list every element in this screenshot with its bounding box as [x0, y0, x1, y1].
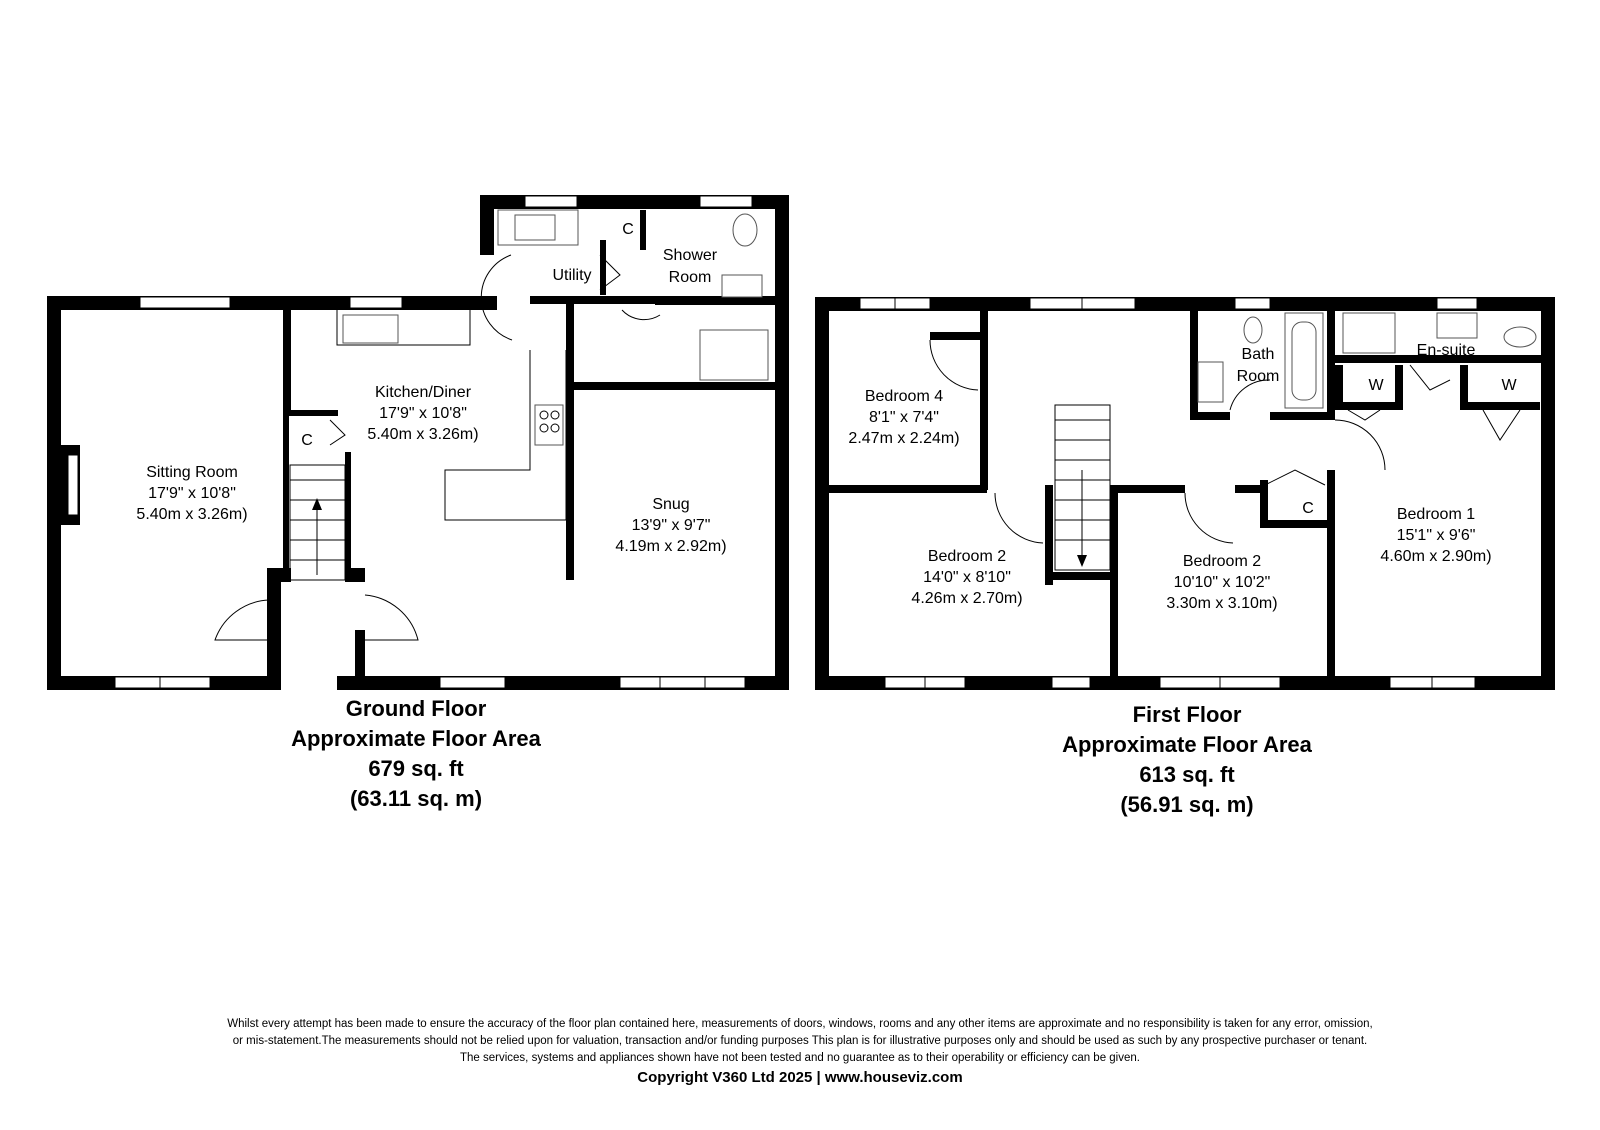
utility-sink-icon [515, 215, 555, 240]
sitting-room-imperial: 17'9" x 10'8" [148, 485, 236, 502]
sink-icon [343, 315, 398, 343]
wardrobe-label: W [1368, 377, 1384, 394]
bedroom-1-name: Bedroom 1 [1396, 506, 1476, 523]
sitting-room-name: Sitting Room [146, 464, 238, 481]
window [620, 677, 745, 688]
bedroom-2-name: Bedroom 2 [1182, 553, 1262, 570]
ground-floor-area-sqft: 679 sq. ft [368, 756, 464, 781]
first-floor-area-heading: Approximate Floor Area [1062, 732, 1312, 757]
bedroom-1-metric: 4.60m x 2.90m) [1380, 548, 1492, 565]
first-floor-area-sqft: 613 sq. ft [1139, 762, 1235, 787]
bedroom-2-metric: 4.26m x 2.70m) [911, 590, 1023, 607]
wardrobe-label: W [1501, 377, 1517, 394]
window [1235, 298, 1270, 309]
bath-room-name-line2: Room [1236, 368, 1280, 385]
shower-room-name-line1: Shower [662, 247, 718, 264]
snug-imperial: 13'9" x 9'7" [631, 517, 711, 534]
toilet-icon [733, 214, 757, 246]
kitchen-diner-imperial: 17'9" x 10'8" [379, 405, 467, 422]
first-floor-area-sqm: (56.91 sq. m) [1120, 792, 1254, 817]
bedroom-4-name: Bedroom 4 [864, 388, 944, 405]
snug-name: Snug [652, 496, 690, 513]
bedroom-4-imperial: 8'1" x 7'4" [869, 409, 939, 426]
bedroom-2-imperial: 10'10" x 10'2" [1173, 574, 1271, 591]
bath-room-name-line1: Bath [1241, 346, 1275, 363]
snug-metric: 4.19m x 2.92m) [615, 538, 727, 555]
window [525, 196, 577, 207]
cupboard-label: C [301, 432, 313, 449]
window [440, 677, 505, 688]
basin-icon [722, 275, 762, 297]
toilet-icon [1244, 317, 1262, 343]
ground-floor-title: Ground Floor [345, 696, 487, 721]
cupboard-label: C [622, 221, 634, 238]
bedroom-1-imperial: 15'1" x 9'6" [1396, 527, 1476, 544]
bedroom-2-name: Bedroom 2 [927, 548, 1007, 565]
window [115, 677, 210, 688]
shower-tray-icon [1343, 313, 1395, 353]
window [700, 196, 752, 207]
window [1052, 677, 1090, 688]
window [1437, 298, 1477, 309]
cupboard-label: C [1302, 500, 1314, 517]
bedroom-4-metric: 2.47m x 2.24m) [848, 430, 960, 447]
disclaimer [0, 1016, 1600, 1067]
utility-name: Utility [552, 267, 592, 284]
basin-icon [1198, 362, 1223, 402]
ground-floor-stairs [290, 465, 345, 580]
first-floor-stairs [1055, 405, 1110, 570]
window [140, 297, 230, 308]
ground-floor-area-sqm: (63.11 sq. m) [349, 786, 483, 811]
shower-tray-icon [700, 330, 768, 380]
bedroom-2-imperial: 14'0" x 8'10" [923, 569, 1011, 586]
kitchen-diner-name: Kitchen/Diner [374, 384, 472, 401]
disclaimer-line: The services, systems and appliances shown have not been tested and no guarantee as to their operability or efficiency can be given. [460, 1052, 1140, 1064]
disclaimer-line: Whilst every attempt has been made to ensure the accuracy of the floor plan contained here, measurements of doors, windows, rooms and any other items are approximate and no responsibility is taken for any error, omission, [227, 1018, 1373, 1030]
front-door [215, 600, 269, 640]
first-floor-title: First Floor [1132, 702, 1242, 727]
shower-room-name-line2: Room [668, 269, 712, 286]
disclaimer-line: or mis-statement.The measurements should not be relied upon for valuation, transaction and/or funding purposes This plan is for illustrative purposes only and should be used as such by any prospective purchaser or tenant. [232, 1035, 1368, 1047]
basin-icon [1437, 313, 1477, 338]
ground-floor-area-heading: Approximate Floor Area [291, 726, 541, 751]
toilet-icon [1504, 327, 1536, 347]
bedroom-2-metric: 3.30m x 3.10m) [1166, 595, 1278, 612]
sitting-room-metric: 5.40m x 3.26m) [136, 506, 248, 523]
window [350, 297, 402, 308]
hob-icon [535, 405, 563, 445]
en-suite-name: En-suite [1416, 342, 1476, 359]
copyright-notice: Copyright V360 Ltd 2025 | www.houseviz.com [637, 1069, 963, 1086]
kitchen-diner-metric: 5.40m x 3.26m) [367, 426, 479, 443]
